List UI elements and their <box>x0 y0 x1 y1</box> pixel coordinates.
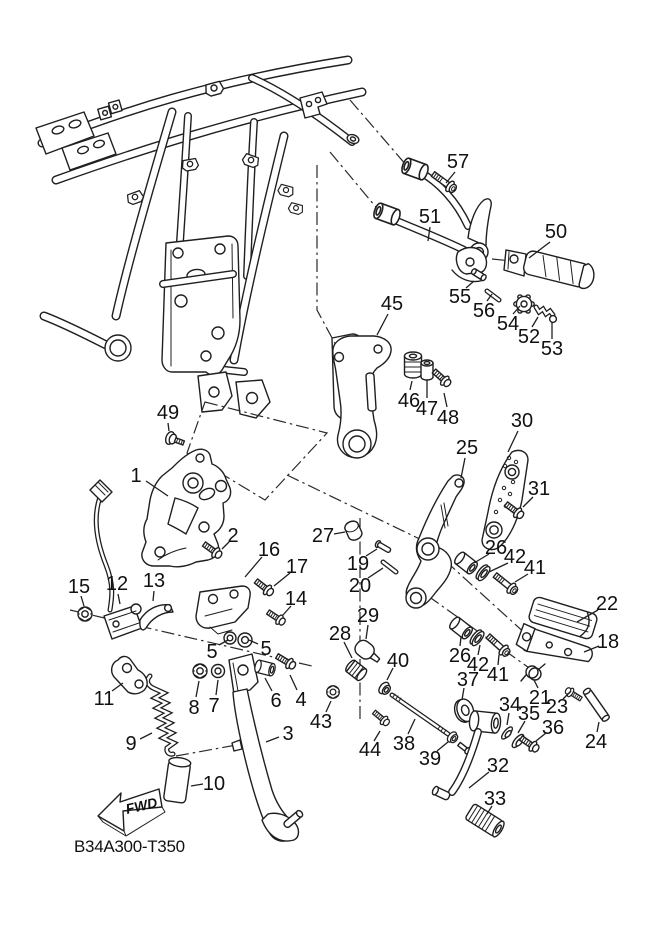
callout-42-39: 42 <box>503 546 527 568</box>
pedal-toe-peg <box>431 786 451 802</box>
callout-44-53: 44 <box>358 739 382 761</box>
leader-49-15 <box>168 423 169 431</box>
bolt-44 <box>371 708 392 728</box>
callout-19-36: 19 <box>346 553 370 575</box>
callout-40-56: 40 <box>386 650 410 672</box>
fwd-label: FWD <box>124 794 159 817</box>
callout-48-11: 48 <box>436 407 460 429</box>
bolt-4 <box>274 651 298 671</box>
callout-32-59: 32 <box>486 755 510 777</box>
callout-17-20: 17 <box>285 556 309 578</box>
leader-27-18 <box>334 532 345 534</box>
callout-26-43: 26 <box>448 645 472 667</box>
washer-7 <box>212 665 225 678</box>
callout-36-49: 36 <box>541 717 565 739</box>
leader-13-23 <box>153 591 154 601</box>
bracket-16 <box>196 586 250 628</box>
callout-21-50: 21 <box>528 687 552 709</box>
callout-8-27: 8 <box>188 697 200 719</box>
washer-5a <box>224 632 236 644</box>
pin-24 <box>582 687 610 722</box>
collar-6 <box>254 659 277 676</box>
callout-4-30: 4 <box>295 689 307 711</box>
leader-9-33 <box>140 733 152 739</box>
callout-34-47: 34 <box>498 694 522 716</box>
washer-34 <box>500 725 515 741</box>
callout-45-8: 45 <box>380 293 404 315</box>
callout-54-5: 54 <box>496 313 520 335</box>
leader-4-30 <box>290 675 297 690</box>
adjuster-28 <box>344 659 368 682</box>
spring-9 <box>148 676 174 754</box>
leader-10-35 <box>191 784 203 786</box>
spring-21 <box>521 664 545 681</box>
callout-52-6: 52 <box>517 326 541 348</box>
callout-18-42: 18 <box>596 631 620 653</box>
callout-layer <box>68 151 619 814</box>
heel-plate-30 <box>482 450 528 549</box>
callout-47-10: 47 <box>415 398 439 420</box>
bolt-41a <box>491 570 520 597</box>
pedal-boss <box>469 710 502 733</box>
callout-37-46: 37 <box>456 669 480 691</box>
callout-50-2: 50 <box>544 221 568 243</box>
bushing-26b <box>448 616 474 641</box>
callout-9-33: 9 <box>125 733 137 755</box>
leader-3-34 <box>266 737 279 742</box>
callout-41-45: 41 <box>486 664 510 686</box>
engine-bracket-assembly <box>333 336 453 458</box>
callout-5-25: 5 <box>206 641 218 663</box>
arm-51-blade <box>468 199 491 246</box>
callout-35-48: 35 <box>517 703 541 725</box>
leader-45-8 <box>377 314 388 335</box>
callout-22-41: 22 <box>595 593 619 615</box>
callout-2-17: 2 <box>227 525 239 547</box>
stand-bracket-assembly <box>142 431 231 567</box>
callout-30-12: 30 <box>510 410 534 432</box>
callout-53-7: 53 <box>540 338 564 360</box>
callout-7-28: 7 <box>208 695 220 717</box>
fwd-arrow <box>98 789 165 836</box>
callout-43-31: 43 <box>309 711 333 733</box>
callout-55-3: 55 <box>448 286 472 308</box>
callout-39-55: 39 <box>418 748 442 770</box>
nut-8 <box>193 664 207 678</box>
collar-47 <box>421 360 433 380</box>
leader-7-28 <box>216 680 218 695</box>
callout-25-13: 25 <box>455 437 479 459</box>
callout-56-4: 56 <box>472 300 496 322</box>
leader-30-12 <box>508 431 518 452</box>
pin-19 <box>374 540 392 554</box>
frame-drawing <box>36 60 362 420</box>
callout-29-57: 29 <box>356 605 380 627</box>
leader-8-27 <box>196 681 199 697</box>
lever-13 <box>140 605 173 630</box>
rubber-10 <box>163 756 191 803</box>
callout-11-32: 11 <box>93 688 115 710</box>
callout-49-15: 49 <box>156 402 180 424</box>
leader-29-57 <box>366 625 368 639</box>
callout-10-35: 10 <box>202 773 226 795</box>
leader-25-13 <box>461 458 465 478</box>
spring-hook-tab <box>232 740 242 751</box>
nut-15 <box>78 607 92 621</box>
callout-31-14: 31 <box>527 478 551 500</box>
nut-43 <box>327 686 340 699</box>
callout-6-29: 6 <box>270 690 282 712</box>
callout-16-19: 16 <box>257 539 281 561</box>
bolt-49 <box>164 431 186 450</box>
callout-12-22: 12 <box>105 573 129 595</box>
stand-mount-assembly <box>196 577 287 647</box>
callout-14-24: 14 <box>284 588 308 610</box>
leader-46-9 <box>410 381 412 390</box>
callout-26-38: 26 <box>484 537 508 559</box>
callout-51-1: 51 <box>418 206 442 228</box>
callout-20-37: 20 <box>348 575 372 597</box>
ball-53 <box>550 316 557 323</box>
leader-38-54 <box>408 719 415 734</box>
callout-1-16: 1 <box>130 465 142 487</box>
callout-15-21: 15 <box>67 576 91 598</box>
leader-12-22 <box>118 594 120 604</box>
callout-24-52: 24 <box>584 731 608 753</box>
callout-28-58: 28 <box>328 623 352 645</box>
part-code: B34A300-T350 <box>74 837 185 856</box>
bolt-17 <box>253 577 276 599</box>
callout-38-54: 38 <box>392 733 416 755</box>
callout-33-60: 33 <box>483 788 507 810</box>
callout-5-26: 5 <box>260 638 272 660</box>
bolt-14 <box>265 608 287 628</box>
damper-46 <box>405 352 422 378</box>
callout-42-44: 42 <box>466 654 490 676</box>
callout-41-40: 41 <box>523 557 547 579</box>
callout-3-34: 3 <box>282 723 294 745</box>
callout-57-0: 57 <box>446 151 470 173</box>
callout-46-9: 46 <box>397 390 421 412</box>
callout-13-23: 13 <box>142 570 166 592</box>
leader-48-11 <box>444 393 447 407</box>
callout-23-51: 23 <box>545 696 569 718</box>
callout-27-18: 27 <box>311 525 335 547</box>
